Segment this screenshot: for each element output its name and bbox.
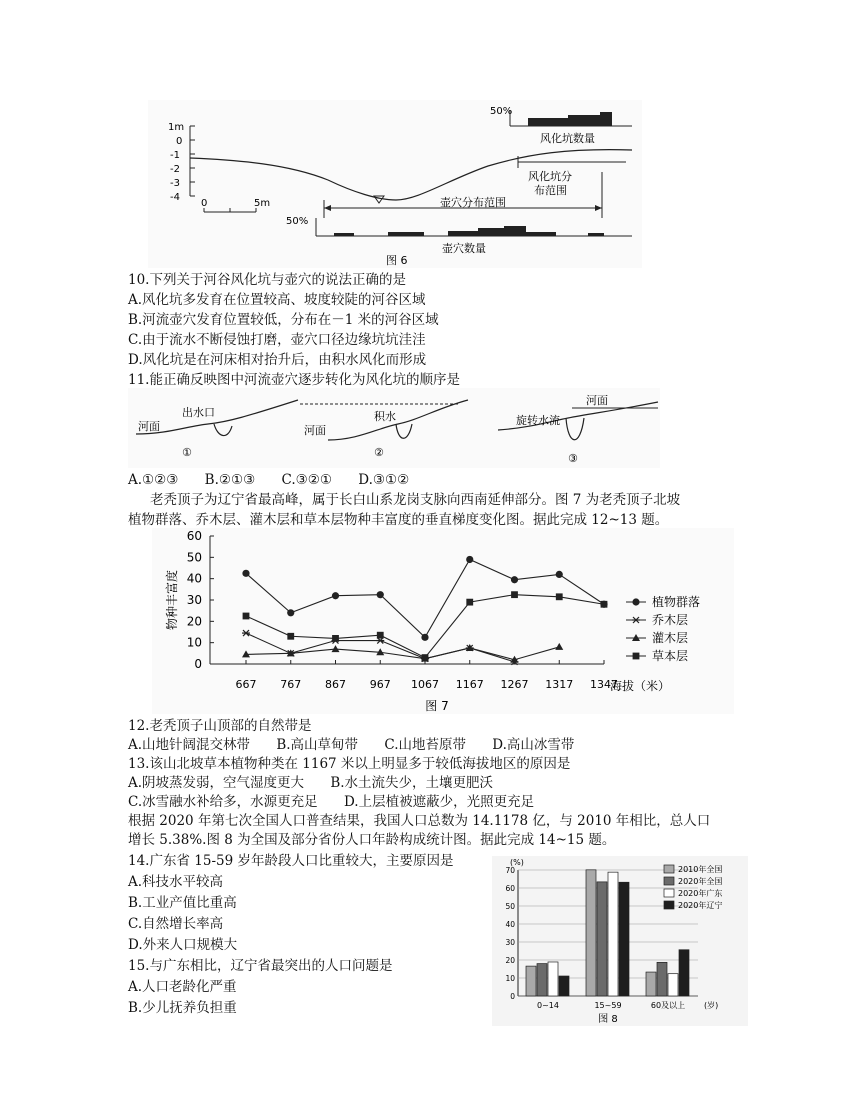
fig6-y-zero: 0 <box>176 136 183 147</box>
q12-stem: 12.老秃顶子山顶部的自然带是 <box>128 718 312 734</box>
q15-option-a[interactable]: A.人口老龄化严重 <box>128 979 237 995</box>
bar <box>526 966 536 996</box>
x-tick-label: 867 <box>325 678 346 691</box>
legend-label: 植物群落 <box>652 595 701 609</box>
y-tick-label: 60 <box>186 529 202 543</box>
x-tick-label: 60及以上 <box>650 1001 686 1010</box>
q13-stem: 13.该山北坡草本植物种类在 1167 米以上明显多于较低海拔地区的原因是 <box>128 756 571 772</box>
figure-8 <box>492 856 748 1026</box>
data-point <box>556 593 563 600</box>
bar <box>586 870 596 996</box>
p3-number: ③ <box>568 452 578 465</box>
q11-option-c[interactable]: C.③②① <box>281 472 332 488</box>
bar <box>548 962 558 996</box>
data-point <box>242 570 249 577</box>
data-point <box>243 613 250 620</box>
x-tick-label: 767 <box>280 678 302 691</box>
data-point <box>555 643 563 650</box>
fig6-ytick: -1 <box>170 150 180 161</box>
bar <box>679 950 689 996</box>
figure-6-diagram <box>148 100 642 268</box>
q15-stem: 15.与广东相比，辽宁省最突出的人口问题是 <box>128 958 393 974</box>
bar <box>597 882 607 996</box>
x-tick-label: 1067 <box>411 678 439 691</box>
p2-water-label: 积水 <box>374 410 396 423</box>
q15-option-b[interactable]: B.少儿抚养负担重 <box>128 1000 237 1016</box>
data-point <box>332 645 340 652</box>
q11-stem: 11.能正确反映图中河流壶穴逐步转化为风化坑的顺序是 <box>128 372 460 388</box>
q14-option-c[interactable]: C.自然增长率高 <box>128 916 224 932</box>
q11-diagram <box>128 388 660 468</box>
data-point <box>466 599 473 606</box>
fig6-scale-5m: 5m <box>254 198 271 209</box>
legend-label: 2020年广东 <box>678 889 723 898</box>
q13-options-cd <box>128 792 556 812</box>
legend-marker <box>632 617 640 623</box>
y-tick-label: 0 <box>194 657 202 671</box>
bar <box>668 974 678 996</box>
q12-option-b[interactable]: B.高山草甸带 <box>276 737 359 753</box>
fig6-mid-label-2: 布范围 <box>534 184 567 197</box>
p2-number: ② <box>374 446 384 459</box>
q10-option-d[interactable]: D.风化坑是在河床相对抬升后，由积水风化而形成 <box>128 352 427 368</box>
data-point <box>421 634 428 641</box>
legend-swatch <box>664 865 674 873</box>
q10-option-b[interactable]: B.河流壶穴发育位置较低，分布在－1 米的河谷区域 <box>128 312 439 328</box>
fig6-ytick: -2 <box>170 164 180 175</box>
data-point <box>466 556 473 563</box>
legend-marker <box>633 653 640 660</box>
series-line-0 <box>246 559 604 637</box>
q10-option-c[interactable]: C.由于流水不断侵蚀打磨，壶穴口径边缘坑坑洼洼 <box>128 332 426 348</box>
x-tick-label: 0~14 <box>537 1001 559 1010</box>
q14-option-b[interactable]: B.工业产值比重高 <box>128 895 237 911</box>
fig6-mid-label-1: 风化坑分 <box>528 170 572 183</box>
y-tick-label: 40 <box>186 571 202 586</box>
q11-options <box>128 470 431 490</box>
data-point <box>601 601 608 608</box>
x-tick-label: 1167 <box>455 678 484 691</box>
fig6-caption: 图 6 <box>386 254 408 267</box>
q10-stem: 10.下列关于河谷风化坑与壶穴的说法正确的是 <box>128 272 406 288</box>
q12-option-a[interactable]: A.山地针阔混交林带 <box>128 737 251 753</box>
age-structure-chart <box>492 856 748 1026</box>
bar <box>646 972 656 996</box>
y-tick-label: 0 <box>510 992 515 1001</box>
data-point <box>377 591 384 598</box>
p2-river-label: 河面 <box>304 424 326 437</box>
legend-swatch <box>664 877 674 885</box>
fig6-scale-0: 0 <box>201 198 208 209</box>
q12-option-c[interactable]: C.山地苔原带 <box>384 737 466 753</box>
q12-option-d[interactable]: D.高山冰雪带 <box>492 737 575 753</box>
y-tick-label: 30 <box>505 938 515 947</box>
legend-marker <box>632 598 639 605</box>
y-tick-label: 10 <box>505 974 515 983</box>
x-tick-label: 967 <box>369 678 391 691</box>
x-tick-label: 1317 <box>545 678 574 691</box>
y-tick-label: 10 <box>186 635 202 650</box>
data-point <box>287 633 294 640</box>
fig6-top-pct: 50% <box>490 106 513 117</box>
fig6-scale-1m: 1m <box>168 122 185 133</box>
p1-outlet-label: 出水口 <box>182 406 215 419</box>
fig6-range-label: 壶穴分布范围 <box>440 196 506 209</box>
y-tick-label: 50 <box>505 902 515 911</box>
bar <box>559 976 569 996</box>
q14-option-d[interactable]: D.外来人口规模大 <box>128 937 238 953</box>
q13-option-b[interactable]: B.水土流失少，土壤更肥沃 <box>330 775 494 791</box>
y-tick-label: 20 <box>505 956 515 965</box>
legend-label: 2010年全国 <box>678 865 723 874</box>
q10-option-a[interactable]: A.风化坑多发育在位置较高、坡度较陡的河谷区域 <box>128 292 426 308</box>
species-richness-chart <box>152 528 734 714</box>
legend-label: 乔木层 <box>652 613 689 627</box>
q13-option-d[interactable]: D.上层植被遮蔽少，光照更充足 <box>343 794 535 810</box>
q14-option-a[interactable]: A.科技水平较高 <box>128 874 224 890</box>
data-point <box>377 632 384 639</box>
q13-option-c[interactable]: C.冰雪融水补给多，水源更充足 <box>128 794 318 810</box>
bar <box>619 882 629 996</box>
data-point <box>556 571 563 578</box>
intro-14-15-line1: 根据 2020 年第七次全国人口普查结果，我国人口总数为 14.1178 亿，与 2010 年相比，总人口 <box>128 813 711 829</box>
x-axis-unit: (岁) <box>704 1001 719 1010</box>
x-tick-label: 1267 <box>500 678 529 691</box>
p3-flow-label: 旋转水流 <box>516 414 560 427</box>
legend-label: 2020年全国 <box>678 877 723 886</box>
figure-6 <box>148 100 642 268</box>
q11-option-d[interactable]: D.③①② <box>358 472 410 488</box>
data-point <box>422 654 429 661</box>
x-axis-label: 海拔（米） <box>610 679 671 693</box>
p3-river-label: 河面 <box>586 394 608 407</box>
q11-figure <box>128 388 660 468</box>
series-line-3 <box>246 595 604 658</box>
data-point <box>287 609 294 616</box>
chart-title: 图 7 <box>425 699 449 713</box>
fig6-bottom-pct: 50% <box>286 216 309 227</box>
y-tick-label: 70 <box>505 866 515 875</box>
x-tick-label: 1347 <box>590 678 618 691</box>
intro-14-15-line2: 增长 5.38%.图 8 为全国及部分省份人口年龄构成统计图。据此完成 14~15 题。 <box>128 832 616 848</box>
bar <box>537 964 547 996</box>
data-point <box>242 630 250 636</box>
y-axis-label: 物种丰富度 <box>165 569 179 631</box>
y-tick-label: 20 <box>186 614 202 629</box>
x-tick-label: 667 <box>235 678 257 691</box>
y-axis-unit: (%) <box>510 858 524 867</box>
q13-options-ab <box>128 773 515 793</box>
fig6-ytick: -3 <box>170 178 180 189</box>
fig6-ytick: -4 <box>170 192 180 203</box>
q11-option-a[interactable]: A.①②③ <box>128 472 179 488</box>
q12-options <box>128 735 596 755</box>
legend-swatch <box>664 889 674 897</box>
data-point <box>511 576 518 583</box>
chart-title: 图 8 <box>598 1014 618 1025</box>
y-tick-label: 30 <box>186 593 202 607</box>
p1-number: ① <box>182 446 192 459</box>
data-point <box>511 591 518 598</box>
legend-label: 草本层 <box>652 649 689 663</box>
q14-stem: 14.广东省 15-59 岁年龄段人口比重较大，主要原因是 <box>128 853 454 869</box>
q11-option-b[interactable]: B.②①③ <box>204 472 256 488</box>
p1-river-label: 河面 <box>138 420 160 433</box>
intro-12-13-line2: 植物群落、乔木层、灌木层和草本层物种丰富度的垂直梯度变化图。据此完成 12~13 题。 <box>128 512 669 528</box>
legend-swatch <box>664 901 674 909</box>
figure-7 <box>152 528 734 714</box>
q13-option-a[interactable]: A.阴坡蒸发弱，空气湿度更大 <box>128 775 305 791</box>
legend-label: 灌木层 <box>652 631 689 645</box>
y-tick-label: 50 <box>186 550 202 565</box>
data-point <box>332 635 339 642</box>
bar <box>657 962 667 996</box>
fig6-bottom-label: 壶穴数量 <box>442 242 486 255</box>
data-point <box>332 592 339 599</box>
legend-label: 2020年辽宁 <box>678 901 723 910</box>
intro-12-13-line1: 老秃顶子为辽宁省最高峰，属于长白山系龙岗支脉向西南延伸部分。图 7 为老秃顶子北坡 <box>150 492 681 508</box>
y-tick-label: 60 <box>505 884 515 893</box>
x-tick-label: 15~59 <box>594 1001 622 1010</box>
y-tick-label: 40 <box>505 920 515 929</box>
fig6-top-label: 风化坑数量 <box>540 132 595 145</box>
bar <box>608 872 618 996</box>
